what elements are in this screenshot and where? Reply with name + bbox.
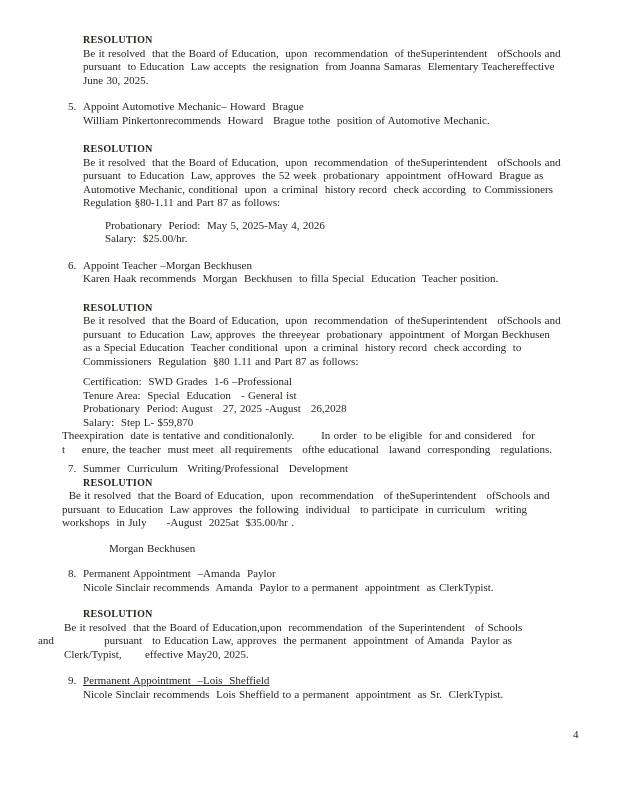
- item-8-title-line: [68, 568, 618, 582]
- text-line: pursuant to Education Law accepts the resignation from Joanna Samaras Elementary Teachereffective: [83, 61, 555, 73]
- text-line: Commissioners Regulation §80 1.11 and Part 87 as follows:: [83, 355, 359, 368]
- item-6-heading-block: [0, 260, 618, 287]
- resolution-label: RESOLUTION: [83, 35, 153, 46]
- probationary-period-line: Probationary Period: May 5, 2025-May 4, 2026: [105, 219, 325, 232]
- text-line: Be it resolved that the Board of Education, upon recommendation of theSuperintendent ofSchools and: [83, 47, 561, 60]
- text-line: William Pinkertonrecommends Howard Brague tothe position of Automotive Mechanic.: [83, 114, 490, 127]
- text-line: Nicole Sinclair recommends Lois Sheffield to a permanent appointment as Sr. ClerkTypist.: [83, 688, 504, 701]
- item-title: Appoint Teacher –Morgan Beckhusen: [83, 259, 252, 272]
- text-line: Clerk/Typist, effective May20, 2025.: [64, 648, 249, 661]
- page-number: 4: [573, 729, 579, 741]
- text-line: June 30, 2025.: [83, 74, 149, 87]
- item-6-certification-block: [0, 376, 618, 457]
- text-line: Be it resolved that the Board of Education, upon recommendation of theSuperintendent ofSchools and: [83, 156, 561, 169]
- item-5-title-line: [68, 101, 618, 115]
- text-line: t enure, the teacher must meet all requirements ofthe educational lawand corresponding regulations.: [62, 443, 552, 456]
- item-9-heading-block: [0, 675, 618, 702]
- participant-name: Morgan Beckhusen: [109, 542, 196, 555]
- resolution-label: RESOLUTION: [83, 609, 153, 620]
- text-line: pursuant to Education Law approves the following individual to participate in curriculum writing: [62, 503, 528, 516]
- item-number: 5.: [68, 101, 77, 113]
- item-title-underlined: Permanent Appointment –Lois Sheffield: [83, 675, 270, 687]
- item-number: 6.: [68, 259, 77, 272]
- tenure-area-line: Tenure Area: Special Education - General ist: [83, 389, 297, 402]
- resolution-label: RESOLUTION: [83, 144, 153, 155]
- certification-line: Certification: SWD Grades 1-6 –Professional: [83, 376, 292, 388]
- item-7-block: [0, 463, 618, 531]
- item-number: 7.: [68, 463, 77, 475]
- item-5-details-block: [0, 220, 618, 247]
- probationary-period-line: Probationary Period: August 27, 2025 -August 26,2028: [83, 403, 347, 415]
- resolution-label: RESOLUTION: [83, 477, 153, 489]
- text-line: pursuant to Education Law, approves the threeyear probationary appointment of Morgan Beckhusen: [83, 328, 550, 341]
- item-7-title-line: [68, 463, 618, 477]
- text-line: workshops in July -August 2025at $35.00/hr .: [62, 517, 295, 529]
- item-9-title-line: [68, 675, 618, 689]
- text-line: Automotive Mechanic, conditional upon a criminal history record check according to Commissioners: [83, 183, 553, 196]
- text-line: Be it resolved that the Board of Education, upon recommendation of theSuperintendent ofSchools and: [62, 490, 550, 502]
- prior-resolution-block: [0, 34, 618, 88]
- salary-line: Salary: Step L- $59,870: [83, 416, 194, 429]
- participant-block: [0, 543, 618, 557]
- item-8-heading-block: [0, 568, 618, 595]
- resolution-label: RESOLUTION: [83, 302, 153, 314]
- text-line: Theexpiration date is tentative and conditionalonly. In order to be eligible for and considered for: [62, 430, 535, 442]
- text-line: as a Special Education Teacher conditional upon a criminal history record check according to: [83, 342, 522, 354]
- item-title: Summer Curriculum Writing/Professional Development: [83, 463, 349, 475]
- item-8-resolution-block: [0, 608, 618, 662]
- text-line: Be it resolved that the Board of Education, upon recommendation of theSuperintendent ofSchools and: [83, 315, 561, 327]
- text-line: and pursuant to Education Law, approves the permanent appointment of Amanda Paylor as: [38, 635, 512, 647]
- text-line: Nicole Sinclair recommends Amanda Paylor to a permanent appointment as ClerkTypist.: [83, 581, 494, 594]
- text-line: Be it resolved that the Board of Education,upon recommendation of the Superintendent of Schools: [64, 621, 523, 634]
- salary-line: Salary: $25.00/hr.: [105, 233, 188, 245]
- item-title: Appoint Automotive Mechanic– Howard Brague: [83, 101, 304, 113]
- text-line: Regulation §80-1.11 and Part 87 as follows:: [83, 197, 281, 209]
- item-number: 8.: [68, 568, 77, 580]
- item-6-resolution-block: [0, 302, 618, 370]
- item-6-title-line: [68, 260, 618, 274]
- item-5-heading-block: [0, 101, 618, 128]
- text-line: Karen Haak recommends Morgan Beckhusen to filla Special Education Teacher position.: [83, 273, 499, 285]
- item-5-resolution-block: [0, 143, 618, 211]
- item-number: 9.: [68, 675, 77, 687]
- item-title: Permanent Appointment –Amanda Paylor: [83, 568, 276, 580]
- text-line: pursuant to Education Law, approves the 52 week probationary appointment ofHoward Brague as: [83, 170, 544, 182]
